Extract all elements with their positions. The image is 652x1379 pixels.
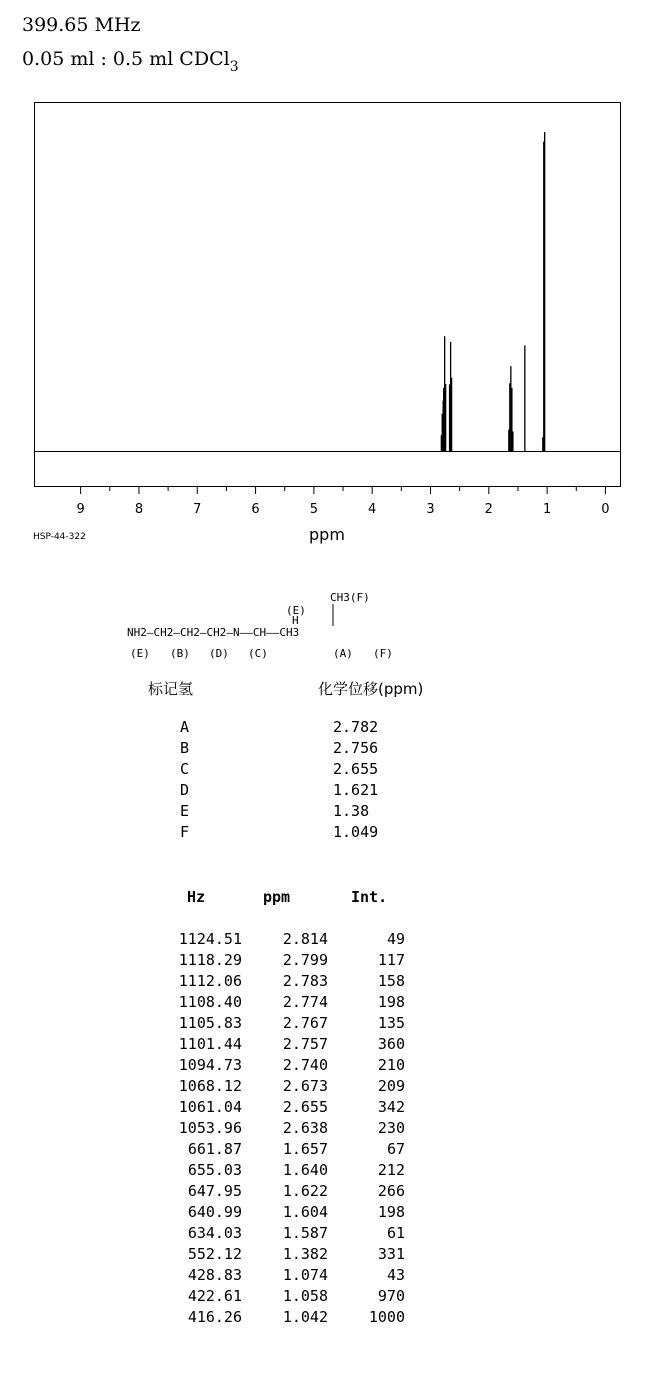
shift-value: 2.756 (333, 739, 379, 757)
peak-ppm: 2.638 (282, 1119, 328, 1137)
shift-label: F (180, 823, 190, 841)
peak-ppm: 2.799 (282, 951, 328, 969)
shift-value: 2.782 (333, 718, 379, 736)
peak-int: 43 (386, 1266, 405, 1284)
peak-ppm: 1.058 (282, 1287, 328, 1305)
peak-int: 49 (386, 930, 405, 948)
shift-value: 2.655 (333, 760, 379, 778)
peak-int: 212 (377, 1161, 405, 1179)
structure-label-d: (D) (209, 647, 229, 660)
x-tick-label: 0 (601, 502, 610, 517)
peak-int: 331 (377, 1245, 405, 1263)
shift-value: 1.049 (333, 823, 379, 841)
shift-header-label: 标记氢 (148, 680, 194, 698)
structure-label-f: (F) (373, 647, 393, 660)
peak-int: 198 (377, 1203, 405, 1221)
spectrometer-frequency: 399.65 MHz (22, 14, 141, 36)
header-ppm: ppm (263, 888, 291, 906)
structure-label-c: (C) (248, 647, 268, 660)
structure-branch: CH3(F) (330, 591, 370, 604)
peak-hz: 1108.40 (178, 993, 242, 1011)
header-hz: Hz (187, 888, 206, 906)
peak-hz: 1053.96 (178, 1119, 242, 1137)
peak-hz: 1094.73 (178, 1056, 242, 1074)
spectrum-code: HSP-44-322 (33, 532, 86, 542)
solvent-subscript: 3 (229, 59, 239, 75)
shift-label: C (180, 760, 190, 778)
structure-label-e: (E) (130, 647, 150, 660)
shift-label: E (180, 802, 190, 820)
peak-hz: 1068.12 (178, 1077, 242, 1095)
structure-label-a: (A) (333, 647, 353, 660)
plot-frame (35, 103, 621, 487)
peak-hz: 428.83 (187, 1266, 242, 1284)
peak-int: 198 (377, 993, 405, 1011)
peak-hz: 552.12 (187, 1245, 242, 1263)
peak-ppm: 2.740 (282, 1056, 328, 1074)
peak-ppm: 2.783 (282, 972, 328, 990)
peak-int: 970 (377, 1287, 405, 1305)
peak-int: 117 (377, 951, 405, 969)
peak-ppm: 2.767 (282, 1014, 328, 1032)
peak-ppm: 2.655 (282, 1098, 328, 1116)
x-tick-label: 5 (309, 502, 319, 517)
x-tick-label: 7 (193, 502, 202, 517)
peak-ppm: 1.622 (282, 1182, 328, 1200)
peak-hz: 1061.04 (178, 1098, 242, 1116)
x-tick-label: 3 (426, 502, 435, 517)
structure-chain: NH2—CH2—CH2—CH2—N——CH——CH3 (127, 626, 300, 639)
shift-label: B (180, 739, 190, 757)
peak-int: 158 (377, 972, 405, 990)
peak-hz: 416.26 (187, 1308, 242, 1326)
peak-int: 67 (386, 1140, 405, 1158)
peak-int: 1000 (368, 1308, 405, 1326)
peak-ppm: 1.074 (282, 1266, 328, 1284)
spectrum-peaks (441, 132, 544, 451)
peak-ppm: 2.757 (282, 1035, 328, 1053)
peak-int: 210 (377, 1056, 405, 1074)
peak-ppm: 1.587 (282, 1224, 328, 1242)
peak-hz: 1124.51 (178, 930, 242, 948)
x-tick-label: 6 (251, 502, 260, 517)
peak-hz: 1112.06 (178, 972, 242, 990)
structure-nh-label: (E) (286, 604, 306, 617)
peak-hz: 640.99 (187, 1203, 242, 1221)
x-axis-ticks (77, 487, 610, 517)
nmr-spectrum-chart (0, 0, 652, 520)
x-tick-label: 2 (484, 502, 493, 517)
peak-hz: 647.95 (187, 1182, 242, 1200)
peak-ppm: 1.042 (282, 1308, 328, 1326)
x-axis-title: ppm (309, 525, 345, 544)
peak-int: 230 (377, 1119, 405, 1137)
x-tick-label: 8 (134, 502, 144, 517)
solvent-text: 0.05 ml : 0.5 ml CDCl (22, 48, 230, 70)
peak-ppm: 1.640 (282, 1161, 328, 1179)
peak-int: 61 (386, 1224, 405, 1242)
peak-int: 266 (377, 1182, 405, 1200)
x-tick-label: 4 (368, 502, 377, 517)
structure-nh-h: H (292, 614, 299, 627)
peak-hz: 1118.29 (178, 951, 242, 969)
x-tick-label: 9 (76, 502, 85, 517)
shift-value: 1.38 (333, 802, 370, 820)
x-tick-label: 1 (542, 502, 552, 517)
shift-label: D (180, 781, 190, 799)
peak-int: 342 (377, 1098, 405, 1116)
peak-ppm: 2.814 (282, 930, 328, 948)
peak-hz: 1105.83 (178, 1014, 242, 1032)
shift-label: A (180, 718, 190, 736)
peak-hz: 661.87 (187, 1140, 242, 1158)
peak-hz: 1101.44 (178, 1035, 242, 1053)
peak-hz: 655.03 (187, 1161, 242, 1179)
structure-label-b: (B) (170, 647, 190, 660)
peak-ppm: 1.382 (282, 1245, 328, 1263)
peak-ppm: 1.657 (282, 1140, 328, 1158)
peak-int: 135 (377, 1014, 405, 1032)
shift-header-ppm: 化学位移(ppm) (318, 680, 424, 698)
peak-ppm: 1.604 (282, 1203, 328, 1221)
shift-value: 1.621 (333, 781, 379, 799)
peak-ppm: 2.774 (282, 993, 328, 1011)
peak-ppm: 2.673 (282, 1077, 328, 1095)
header-int: Int. (351, 888, 388, 906)
peak-hz: 422.61 (187, 1287, 242, 1305)
peak-int: 360 (377, 1035, 405, 1053)
peak-int: 209 (377, 1077, 405, 1095)
peak-hz: 634.03 (187, 1224, 242, 1242)
